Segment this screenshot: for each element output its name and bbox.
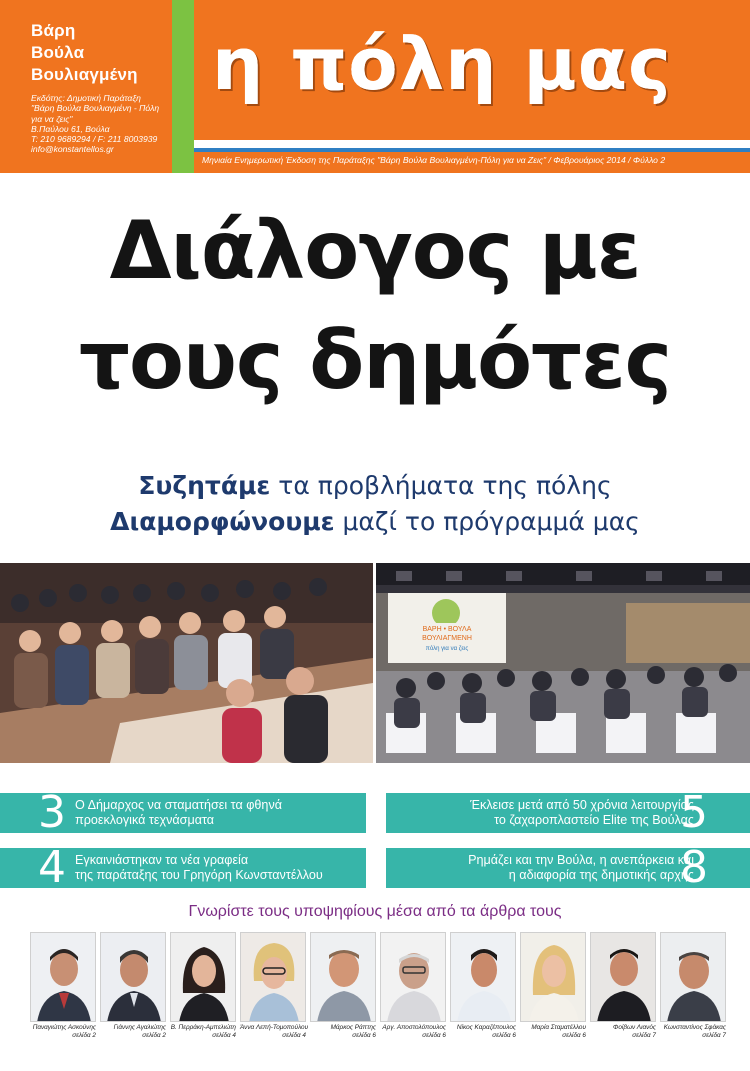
masthead-publisher-block	[0, 0, 172, 173]
city-name-vouliagmeni: Βουλιαγμένη	[31, 65, 138, 84]
candidate-page-ref: σελίδα 4	[212, 1031, 236, 1039]
candidate-name: Άννα Λεπή-Τομοπούλου	[240, 1024, 309, 1031]
candidate-card[interactable]	[170, 932, 236, 1039]
candidate-card[interactable]	[30, 932, 96, 1039]
candidate-page-ref: σελίδα 6	[562, 1031, 586, 1039]
page-number-badge: 3	[38, 787, 66, 838]
publisher-email: info@konstantellos.gr	[31, 144, 114, 155]
main-headline	[0, 196, 750, 416]
candidate-card[interactable]	[590, 932, 656, 1039]
teaser-line: Έκλεισε μετά από 50 χρόνια λειτουργίας	[470, 798, 694, 812]
subhead-line-2	[0, 504, 750, 540]
publisher-info	[31, 93, 171, 155]
teaser-line: της παράταξης του Γρηγόρη Κωνσταντέλλου	[75, 868, 323, 882]
candidate-card[interactable]	[100, 932, 166, 1039]
publisher-line: για να ζεις"	[31, 113, 73, 124]
candidate-card[interactable]	[520, 932, 586, 1039]
candidate-photo	[450, 932, 516, 1022]
candidate-page-ref: σελίδα 2	[142, 1031, 166, 1039]
candidate-photo	[520, 932, 586, 1022]
event-hall-photo-right	[376, 563, 750, 763]
city-name-vari: Βάρη	[31, 21, 76, 40]
candidate-name: Φοίβων Λιανός	[613, 1024, 656, 1031]
candidate-photo	[100, 932, 166, 1022]
subhead-bold-1: Συζητάμε	[138, 471, 271, 500]
candidate-page-ref: σελίδα 6	[352, 1031, 376, 1039]
candidate-card[interactable]	[240, 932, 309, 1039]
publisher-line: Εκδότης: Δημοτική Παράταξη	[31, 93, 141, 103]
publisher-phone: T: 210 9689294 / F: 211 8003939	[31, 134, 158, 145]
event-hall-illustration	[376, 563, 750, 763]
teaser-line: Ρημάζει και την Βούλα, η ανεπάρκεια και	[468, 853, 694, 867]
masthead-green-stripe	[172, 0, 194, 173]
candidate-card[interactable]	[450, 932, 516, 1039]
banner-text-line: ΒΟΥΛΙΑΓΜΕΝΗ	[422, 635, 472, 642]
candidate-name: Κωνσταντίνος Σφάκας	[663, 1024, 726, 1031]
white-divider	[194, 140, 750, 148]
masthead-brand-block	[194, 0, 750, 173]
issue-subline: Μηνιαία Ενημερωτική Έκδοση της Παράταξης "Βάρη Βούλα Βουλιαγμένη-Πόλη για να Ζεις" / Φεβρουάριος 2014 / Φύλλο 2	[202, 155, 666, 165]
candidate-name: Β. Περράκη-Αμπελιώτη	[170, 1024, 236, 1031]
candidate-name: Μαρία Σταματέλλου	[531, 1024, 586, 1031]
candidate-card[interactable]	[660, 932, 726, 1039]
candidate-name: Αργ. Αποστολόπουλος	[382, 1024, 446, 1031]
teaser-text	[468, 853, 694, 883]
publisher-address: Β.Παύλου 61, Βούλα	[31, 123, 110, 134]
candidate-photo	[30, 932, 96, 1022]
teaser-text	[75, 798, 282, 828]
candidate-photo	[170, 932, 236, 1022]
banner-text-line: πόλη για να ζεις	[425, 646, 469, 652]
candidate-photo	[240, 932, 306, 1022]
page-number-badge: 5	[680, 787, 708, 838]
page-number-badge: 8	[680, 842, 708, 893]
newspaper-title: η πόλη μας	[212, 22, 672, 106]
blue-divider	[194, 148, 750, 152]
candidate-photo	[380, 932, 446, 1022]
candidate-name: Μάρκος Ράπτης	[330, 1024, 376, 1031]
audience-photo-left	[0, 563, 373, 763]
publisher-line: "Βάρη Βούλα Βουλιαγμένη - Πόλη	[31, 103, 160, 114]
candidate-page-ref: σελίδα 4	[282, 1031, 306, 1039]
headline-line-2: τους δημότες	[78, 314, 672, 407]
subhead-rest-2: μαζί το πρόγραμμά μας	[334, 507, 640, 536]
candidate-page-ref: σελίδα 7	[632, 1031, 656, 1039]
candidate-photo	[660, 932, 726, 1022]
candidate-name: Γιάννης Αγαλιώτης	[113, 1024, 166, 1031]
candidates-row	[30, 932, 724, 1062]
teaser-text	[470, 798, 694, 828]
candidate-name: Παναγιώτης Ασκούνης	[32, 1024, 96, 1031]
teaser-line: το ζαχαροπλαστείο Elite της Βούλας	[494, 813, 694, 827]
city-name-voula: Βούλα	[31, 43, 85, 62]
subhead-line-1	[0, 468, 750, 504]
audience-illustration	[0, 563, 373, 763]
candidate-card[interactable]	[310, 932, 376, 1039]
candidate-name: Νίκος Καραζέπουλος	[456, 1024, 516, 1031]
subhead-bold-2: Διαμορφώνουμε	[110, 507, 335, 536]
banner-text-line: ΒΑΡΗ • ΒΟΥΛΑ	[422, 626, 472, 633]
candidate-photo	[310, 932, 376, 1022]
candidate-page-ref: σελίδα 6	[492, 1031, 516, 1039]
headline-line-1: Διάλογος με	[109, 204, 641, 297]
candidate-card[interactable]	[380, 932, 446, 1039]
candidate-page-ref: σελίδα 6	[422, 1031, 446, 1039]
subheadline	[0, 468, 750, 540]
candidate-page-ref: σελίδα 2	[72, 1031, 96, 1039]
masthead	[0, 0, 750, 173]
page-number-badge: 4	[38, 842, 66, 893]
candidate-page-ref: σελίδα 7	[702, 1031, 726, 1039]
candidate-photo	[590, 932, 656, 1022]
teaser-line: προεκλογικά τεχνάσματα	[75, 813, 215, 827]
teaser-line: Ο Δήμαρχος να σταματήσει τα φθηνά	[75, 798, 283, 812]
teaser-line: Εγκαινιάστηκαν τα νέα γραφεία	[75, 853, 249, 867]
candidates-title: Γνωρίστε τους υποψηφίους μέσα από τα άρθρα τους	[188, 903, 562, 920]
teaser-line: η αδιαφορία της δημοτικής αρχής	[508, 868, 694, 882]
teaser-text	[75, 853, 323, 883]
subhead-rest-1: τα προβλήματα της πόλης	[270, 471, 612, 500]
